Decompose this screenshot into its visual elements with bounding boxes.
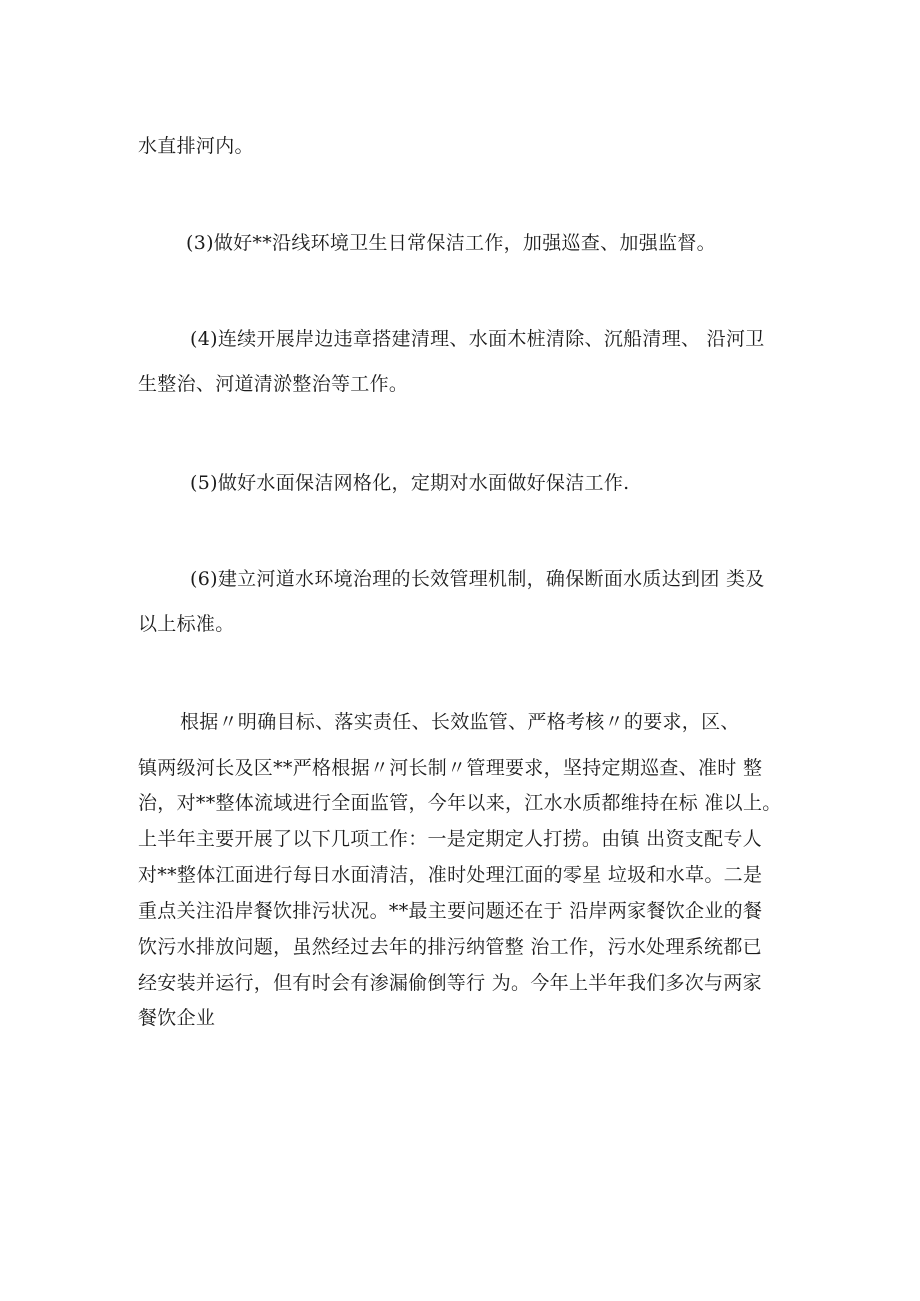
- paragraph-line: 治，对**整体流域进行全面监管，今年以来，江水水质都维持在标 准以上。: [138, 792, 782, 814]
- paragraph-line: 重点关注沿岸餐饮排污状况。**最主要问题还在于 沿岸两家餐饮企业的餐: [138, 900, 763, 922]
- paragraph-line: 上半年主要开展了以下几项工作：一是定期定人打捞。由镇 出资支配专人: [138, 828, 762, 850]
- list-item-3: (3)做好**沿线环境卫生日常保洁工作，加强巡查、加强监督。: [186, 232, 716, 254]
- paragraph-line: 经安装并运行，但有时会有渗漏偷倒等行 为。今年上半年我们多次与两家: [138, 972, 762, 994]
- paragraph-line: 饮污水排放问题，虽然经过去年的排污纳管整 治工作，污水处理系统都已: [138, 936, 762, 958]
- list-item-4: (4)连续开展岸边违章搭建清理、水面木桩清除、沉船清理、 沿河卫: [190, 328, 765, 350]
- paragraph-line: 餐饮企业: [138, 1007, 216, 1029]
- paragraph-line: 对**整体江面进行每日水面清洁，准时处理江面的零星 垃圾和水草。二是: [138, 864, 763, 886]
- list-item-6: (6)建立河道水环境治理的长效管理机制，确保断面水质达到团 类及: [190, 568, 765, 590]
- list-item-5: (5)做好水面保洁网格化，定期对水面做好保洁工作.: [190, 472, 630, 494]
- list-item-4-continued: 生整治、河道清淤整治等工作。: [138, 373, 409, 395]
- list-item-6-continued: 以上标准。: [138, 613, 235, 635]
- paragraph-line: 镇两级河长及区**严格根据〃河长制〃管理要求，坚持定期巡查、准时 整: [138, 757, 763, 779]
- text-line: 水直排河内。: [138, 135, 254, 157]
- paragraph-line: 根据〃明确目标、落实责任、长效监管、严格考核〃的要求，区、: [180, 711, 740, 733]
